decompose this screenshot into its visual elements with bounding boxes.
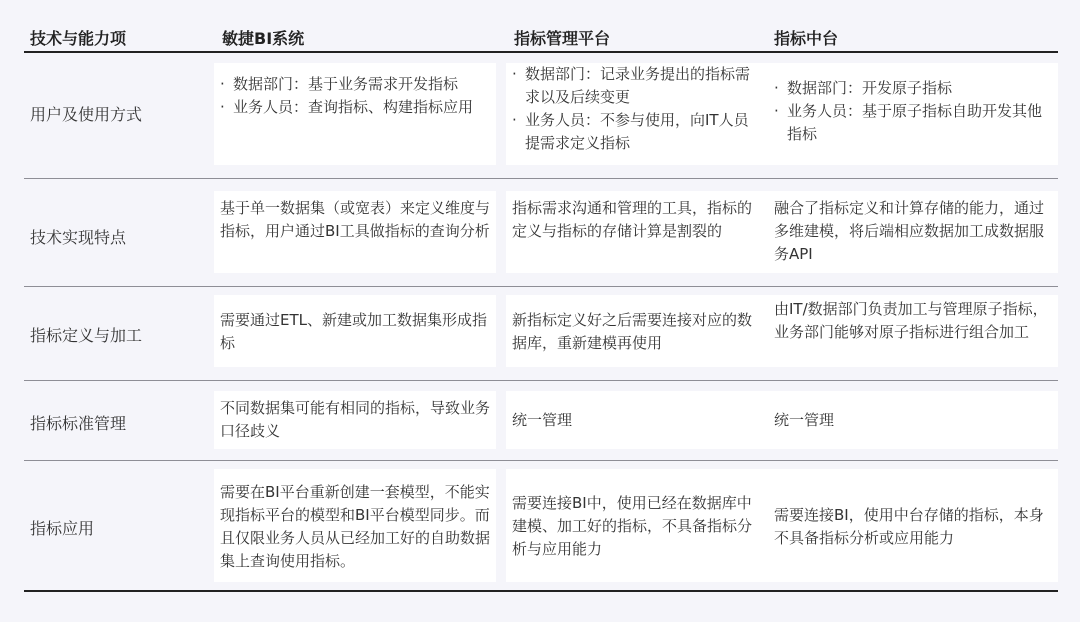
row-label: 技术实现特点 [30, 228, 127, 247]
table-row [24, 55, 1058, 179]
table-row [24, 461, 1058, 590]
cell-metric-platform: 融合了指标定义和计算存储的能力，通过多维建模，将后端相应数据加工成数据服务API [768, 191, 1058, 273]
header-metric-platform: 指标中台 [774, 29, 839, 48]
table-bottom-rule [24, 590, 1058, 592]
header-capability: 技术与能力项 [30, 29, 127, 48]
cell-metric-platform [768, 63, 1058, 165]
bullet-icon: · [774, 102, 779, 120]
cell-agile-bi [214, 63, 496, 165]
cell-metric-management: 新指标定义好之后需要连接对应的数据库，重新建模再使用 [506, 295, 768, 367]
row-label: 指标应用 [30, 519, 95, 538]
cell-metric-management: 统一管理 [506, 391, 768, 449]
cell-metric-management [506, 63, 768, 165]
cell-agile-bi: 不同数据集可能有相同的指标，导致业务口径歧义 [214, 391, 496, 449]
list-item: · 数据部门：开发原子指标 [774, 77, 1052, 100]
cell-agile-bi: 需要通过ETL、新建或加工数据集形成指标 [214, 295, 496, 367]
cell-agile-bi: 需要在BI平台重新创建一套模型，不能实现指标平台的模型和BI平台模型同步。而且仅限业务人员从已经加工好的自助数据集上查询使用指标。 [214, 469, 496, 582]
list-item: · 数据部门：记录业务提出的指标需求以及后续变更 [512, 63, 762, 109]
table-header [24, 20, 1058, 53]
header-metric-management: 指标管理平台 [514, 29, 611, 48]
cell-metric-platform: 统一管理 [768, 391, 1058, 449]
row-label: 指标标准管理 [30, 414, 127, 433]
header-agile-bi: 敏捷BI系统 [222, 29, 305, 48]
table-row [24, 287, 1058, 381]
row-label: 用户及使用方式 [30, 105, 143, 124]
cell-metric-platform: 需要连接BI，使用中台存储的指标，本身不具备指标分析或应用能力 [768, 469, 1058, 582]
list-item: · 数据部门：基于业务需求开发指标 [220, 73, 490, 96]
bullet-icon: · [774, 79, 779, 97]
bullet-icon: · [512, 65, 517, 83]
row-label: 指标定义与加工 [30, 326, 143, 345]
table-row [24, 381, 1058, 461]
bullet-icon: · [220, 98, 225, 116]
bullet-icon: · [220, 75, 225, 93]
cell-metric-management: 需要连接BI中，使用已经在数据库中建模、加工好的指标，不具备指标分析与应用能力 [506, 469, 768, 582]
bullet-icon: · [512, 111, 517, 129]
list-item: · 业务人员：不参与使用，向IT人员提需求定义指标 [512, 109, 762, 155]
cell-agile-bi: 基于单一数据集（或宽表）来定义维度与指标，用户通过BI工具做指标的查询分析 [214, 191, 496, 273]
table-row [24, 179, 1058, 287]
cell-metric-management: 指标需求沟通和管理的工具，指标的定义与指标的存储计算是割裂的 [506, 191, 768, 273]
comparison-table [24, 20, 1058, 570]
cell-metric-platform: 由IT/数据部门负责加工与管理原子指标，业务部门能够对原子指标进行组合加工 [768, 295, 1058, 367]
list-item: · 业务人员：查询指标、构建指标应用 [220, 96, 490, 119]
list-item: · 业务人员：基于原子指标自助开发其他指标 [774, 100, 1052, 146]
